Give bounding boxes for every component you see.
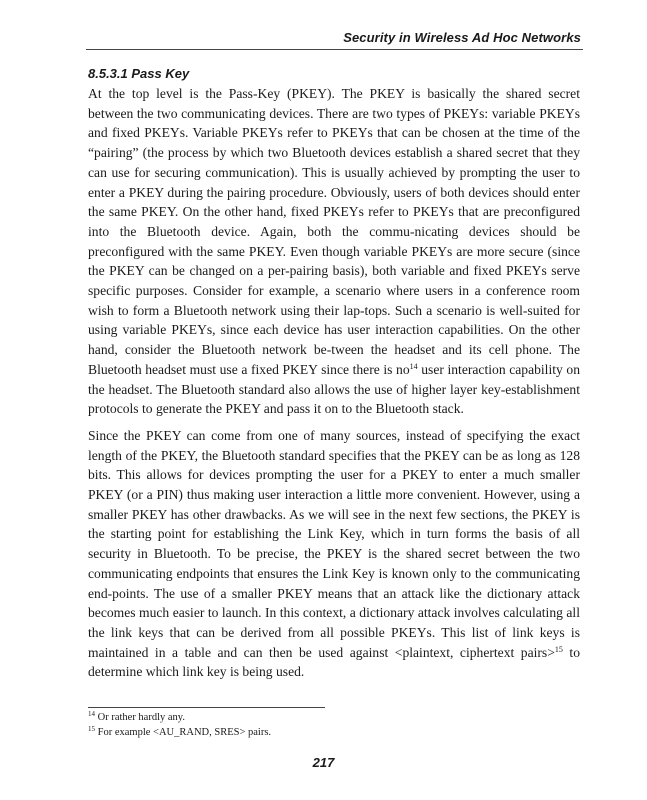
- paragraph-2-text-a: Since the PKEY can come from one of many sources, instead of specifying the exact length of the PKEY, the Bluetooth standard specifies that the PKEY can be as long as 128 bits. This allows for devices prompting the user for a PKEY to enter a much smaller PKEY (or a PIN) thus making user interaction a little more convenient. However, using a smaller PKEY has other drawbacks. As we will see in the next few sections, the PKEY is the starting point for establishing the Link Key, which in turn forms the basis of all security in Bluetooth. To be precise, the PKEY is the shared secret between the two communicating endpoints that ensures the Link Key is known only to the communicating end-points. The use of a smaller PKEY means that an attack like the dictionary attack becomes much easier to launch. In this context, a dictionary attack involves calculating all the link keys that can be derived from all possible PKEYs. This list of link keys is maintained in a table and can then be used against <plaintext, ciphertext pairs>: [88, 427, 580, 660]
- paragraph-2-text-b: to determine which link key is being used.: [88, 644, 580, 680]
- footnote-mark: 14: [88, 710, 95, 718]
- header-rule: [86, 49, 583, 50]
- paragraph-1-text-b: user interaction capability on the headset. The Bluetooth standard also allows the use of higher layer key-establishment protocols to generate the PKEY and pass it on to the Bluetooth stack.: [88, 361, 580, 417]
- footnote-ref-14: 14: [409, 361, 418, 371]
- footnote-15: [88, 725, 578, 740]
- paragraph-1: [88, 84, 580, 419]
- footnote-text: For example <AU_RAND, SRES> pairs.: [95, 727, 272, 738]
- footnotes: [88, 710, 578, 740]
- section-heading: 8.5.3.1 Pass Key: [88, 66, 190, 81]
- paragraph-2: [88, 426, 580, 682]
- footnote-rule: [88, 707, 325, 708]
- footnote-mark: 15: [88, 725, 95, 733]
- footnote-ref-15: 15: [554, 644, 563, 654]
- paragraph-1-text-a: At the top level is the Pass-Key (PKEY). The PKEY is basically the shared secret between the two communicating devices. There are two types of PKEYs: variable PKEYs and fixed PKEYs. Variable PKEYs refer to PKEYs that can be chosen at the time of the “pairing” (the process by which two Bluetooth devices establish a shared secret that they can use for securing communication). This is usually achieved by prompting the user to enter a PKEY during the pairing procedure. Obviously, users of both devices should enter the same PKEY. On the other hand, fixed PKEYs refer to PKEYs that are preconfigured into the Bluetooth device. Again, both the commu-nicating devices should be preconfigured with the same PKEY. Even though variable PKEYs are more secure (since the PKEY can be changed on a per-pairing basis), both variable and fixed PKEYs serve specific purposes. Consider for example, a scenario where users in a conference room wish to form a Bluetooth network using their lap-tops. Such a scenario is well-suited for using variable PKEYs, since each device has user interaction capabilities. On the other hand, consider the Bluetooth network be-tween the headset and its cell phone. The Bluetooth headset must use a fixed PKEY since there is no: [88, 86, 580, 377]
- footnote-14: [88, 710, 578, 725]
- body-text: [88, 84, 580, 689]
- footnote-text: Or rather hardly any.: [95, 712, 185, 723]
- page-number: 217: [312, 755, 335, 770]
- running-header: Security in Wireless Ad Hoc Networks: [343, 30, 581, 45]
